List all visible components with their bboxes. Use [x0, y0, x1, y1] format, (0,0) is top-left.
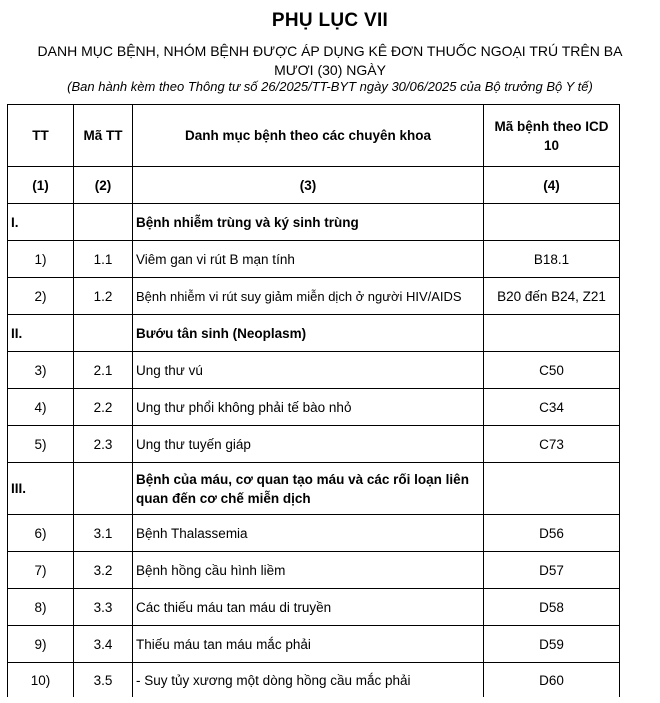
section-row	[8, 315, 620, 352]
row-name: - Suy tủy xương một dòng hồng cầu mắc phải	[133, 663, 484, 698]
column-header-name: Danh mục bệnh theo các chuyên khoa	[133, 105, 484, 167]
row-name: Bệnh hồng cầu hình liềm	[133, 552, 484, 589]
row-name: Viêm gan vi rút B mạn tính	[133, 241, 484, 278]
table-row	[8, 278, 620, 315]
table-row	[8, 426, 620, 463]
row-code: 3.5	[74, 663, 133, 698]
table-header-row	[8, 105, 620, 167]
row-icd: D59	[484, 626, 620, 663]
document-subtitle: DANH MỤC BỆNH, NHÓM BỆNH ĐƯỢC ÁP DỤNG KÊ ĐƠN THUỐC NGOẠI TRÚ TRÊN BA MƯƠI (30) NGÀY	[37, 43, 623, 78]
row-code	[74, 204, 133, 241]
section-title: Bệnh của máu, cơ quan tạo máu và các rối loạn liên quan đến cơ chế miễn dịch	[133, 463, 484, 515]
row-name: Ung thư tuyến giáp	[133, 426, 484, 463]
row-tt: I.	[8, 204, 74, 241]
row-code	[74, 315, 133, 352]
table-row	[8, 589, 620, 626]
section-title: Bướu tân sinh (Neoplasm)	[133, 315, 484, 352]
column-header-code: Mã TT	[74, 105, 133, 167]
row-icd	[484, 463, 620, 515]
row-name: Bệnh nhiễm vi rút suy giảm miễn dịch ở người HIV/AIDS	[133, 278, 484, 315]
row-tt: 8)	[8, 589, 74, 626]
row-icd: D57	[484, 552, 620, 589]
section-row	[8, 204, 620, 241]
row-name: Bệnh Thalassemia	[133, 515, 484, 552]
row-tt: 3)	[8, 352, 74, 389]
row-name: Các thiếu máu tan máu di truyền	[133, 589, 484, 626]
row-icd	[484, 204, 620, 241]
row-tt: 2)	[8, 278, 74, 315]
row-tt: 4)	[8, 389, 74, 426]
row-icd	[484, 315, 620, 352]
row-code: 3.4	[74, 626, 133, 663]
table-row	[8, 241, 620, 278]
row-name: Thiếu máu tan máu mắc phải	[133, 626, 484, 663]
column-number: (3)	[133, 167, 484, 204]
column-number: (2)	[74, 167, 133, 204]
row-code: 3.2	[74, 552, 133, 589]
disease-table	[7, 104, 620, 697]
page-title: PHỤ LỤC VII	[271, 10, 389, 31]
column-number-row	[8, 167, 620, 204]
row-icd: B20 đến B24, Z21	[484, 278, 620, 315]
row-tt: III.	[8, 463, 74, 515]
table-row	[8, 515, 620, 552]
row-icd: C34	[484, 389, 620, 426]
row-tt: 5)	[8, 426, 74, 463]
table-row	[8, 663, 620, 698]
row-icd: D56	[484, 515, 620, 552]
row-name: Ung thư phổi không phải tế bào nhỏ	[133, 389, 484, 426]
row-code: 2.2	[74, 389, 133, 426]
row-tt: 10)	[8, 663, 74, 698]
table-row	[8, 626, 620, 663]
section-title: Bệnh nhiễm trùng và ký sinh trùng	[133, 204, 484, 241]
row-icd: D60	[484, 663, 620, 698]
column-header-tt: TT	[8, 105, 74, 167]
row-tt: 1)	[8, 241, 74, 278]
issued-note: (Ban hành kèm theo Thông tư số 26/2025/TT-BYT ngày 30/06/2025 của Bộ trưởng Bộ Y tế)	[67, 79, 593, 94]
table-row	[8, 352, 620, 389]
table-row	[8, 389, 620, 426]
row-icd: D58	[484, 589, 620, 626]
row-code: 1.1	[74, 241, 133, 278]
row-tt: II.	[8, 315, 74, 352]
row-code	[74, 463, 133, 515]
row-icd: B18.1	[484, 241, 620, 278]
row-icd: C50	[484, 352, 620, 389]
column-number: (4)	[484, 167, 620, 204]
row-code: 3.1	[74, 515, 133, 552]
row-code: 2.1	[74, 352, 133, 389]
row-tt: 6)	[8, 515, 74, 552]
row-tt: 7)	[8, 552, 74, 589]
table-row	[8, 552, 620, 589]
column-number: (1)	[8, 167, 74, 204]
row-code: 1.2	[74, 278, 133, 315]
column-header-icd: Mã bệnh theo ICD 10	[484, 105, 620, 167]
row-icd: C73	[484, 426, 620, 463]
section-row	[8, 463, 620, 515]
row-name: Ung thư vú	[133, 352, 484, 389]
row-code: 2.3	[74, 426, 133, 463]
row-tt: 9)	[8, 626, 74, 663]
row-code: 3.3	[74, 589, 133, 626]
